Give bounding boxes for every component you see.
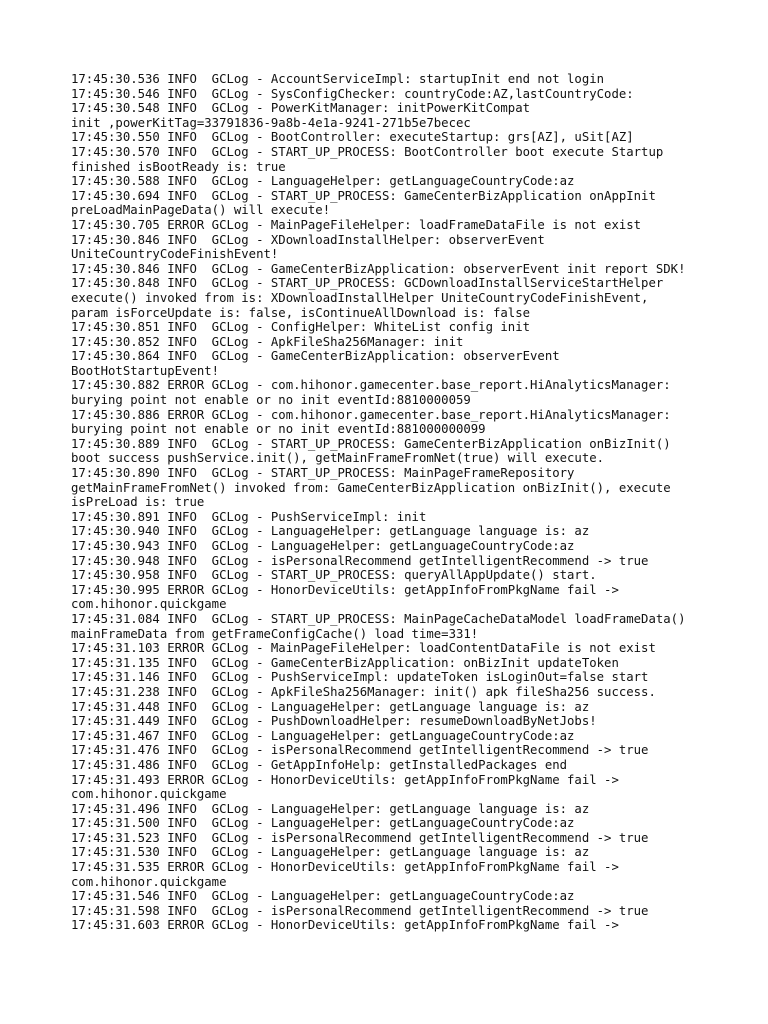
log-line: 17:45:30.846 INFO GCLog - GameCenterBizApplication: observerEvent init report SDK!: [71, 261, 686, 276]
log-line: 17:45:31.103 ERROR GCLog - MainPageFileHelper: loadContentDataFile is not exist: [71, 641, 656, 656]
log-line: 17:45:31.146 INFO GCLog - PushServiceImpl: updateToken isLoginOut=false start: [71, 670, 649, 685]
log-line: 17:45:31.530 INFO GCLog - LanguageHelper: getLanguage language is: az: [71, 845, 590, 860]
log-line: finished isBootReady is: true: [71, 159, 286, 174]
log-line: com.hihonor.quickgame: [71, 874, 227, 889]
log-line: 17:45:31.493 ERROR GCLog - HonorDeviceUtils: getAppInfoFromPkgName fail ->: [71, 772, 619, 787]
log-line: 17:45:31.486 INFO GCLog - GetAppInfoHelp: getInstalledPackages end: [71, 757, 568, 772]
log-line: 17:45:30.889 INFO GCLog - START_UP_PROCESS: GameCenterBizApplication onBizInit(): [71, 436, 671, 451]
log-line: 17:45:30.882 ERROR GCLog - com.hihonor.gamecenter.base_report.HiAnalyticsManager:: [71, 378, 671, 393]
log-line: 17:45:30.546 INFO GCLog - SysConfigChecker: countryCode:AZ,lastCountryCode:: [71, 86, 634, 101]
log-line: boot success pushService.init(), getMainFrameFromNet(true) will execute.: [71, 451, 605, 466]
log-line: getMainFrameFromNet() invoked from: GameCenterBizApplication onBizInit(), execute: [71, 480, 671, 495]
log-line: 17:45:30.891 INFO GCLog - PushServiceImpl: init: [71, 509, 427, 524]
log-line: 17:45:30.864 INFO GCLog - GameCenterBizApplication: observerEvent: [71, 349, 560, 364]
log-line: 17:45:30.588 INFO GCLog - LanguageHelper: getLanguageCountryCode:az: [71, 174, 575, 189]
log-line: 17:45:30.694 INFO GCLog - START_UP_PROCESS: GameCenterBizApplication onAppInit: [71, 188, 656, 203]
log-line: 17:45:31.603 ERROR GCLog - HonorDeviceUtils: getAppInfoFromPkgName fail ->: [71, 918, 619, 933]
log-line: 17:45:30.570 INFO GCLog - START_UP_PROCESS: BootController boot execute Startup: [71, 144, 664, 159]
log-line: UniteCountryCodeFinishEvent!: [71, 247, 279, 262]
log-text-block: [71, 72, 731, 933]
log-line: 17:45:31.535 ERROR GCLog - HonorDeviceUtils: getAppInfoFromPkgName fail ->: [71, 860, 619, 875]
log-line: 17:45:30.943 INFO GCLog - LanguageHelper: getLanguageCountryCode:az: [71, 539, 575, 553]
log-line: 17:45:30.536 INFO GCLog - AccountServiceImpl: startupInit end not login: [71, 72, 605, 86]
log-line: execute() invoked from is: XDownloadInstallHelper UniteCountryCodeFinishEvent,: [71, 290, 649, 305]
log-line: param isForceUpdate is: false, isContinueAllDownload is: false: [71, 305, 531, 320]
log-line: burying point not enable or no init eventId:881000000099: [71, 422, 486, 437]
log-line: BootHotStartupEvent!: [71, 363, 220, 378]
log-line: 17:45:31.135 INFO GCLog - GameCenterBizApplication: onBizInit updateToken: [71, 655, 619, 670]
log-line: 17:45:30.846 INFO GCLog - XDownloadInstallHelper: observerEvent: [71, 232, 545, 247]
log-line: 17:45:30.851 INFO GCLog - ConfigHelper: WhiteList config init: [71, 320, 531, 335]
log-line: 17:45:30.548 INFO GCLog - PowerKitManager: initPowerKitCompat: [71, 101, 531, 116]
log-line: 17:45:31.238 INFO GCLog - ApkFileSha256Manager: init() apk fileSha256 success.: [71, 684, 656, 699]
log-line: burying point not enable or no init eventId:8810000059: [71, 393, 471, 408]
log-line: 17:45:31.546 INFO GCLog - LanguageHelper: getLanguageCountryCode:az: [71, 889, 575, 904]
log-line: 17:45:31.496 INFO GCLog - LanguageHelper: getLanguage language is: az: [71, 801, 590, 816]
log-line: 17:45:30.550 INFO GCLog - BootController: executeStartup: grs[AZ], uSit[AZ]: [71, 130, 634, 145]
log-line: 17:45:31.598 INFO GCLog - isPersonalRecommend getIntelligentRecommend -> true: [71, 903, 649, 918]
log-line: isPreLoad is: true: [71, 495, 205, 510]
log-line: 17:45:31.523 INFO GCLog - isPersonalRecommend getIntelligentRecommend -> true: [71, 830, 649, 845]
log-line: com.hihonor.quickgame: [71, 787, 227, 802]
log-line: 17:45:30.848 INFO GCLog - START_UP_PROCESS: GCDownloadInstallServiceStartHelper: [71, 276, 664, 291]
log-line: 17:45:30.958 INFO GCLog - START_UP_PROCESS: queryAllAppUpdate() start.: [71, 568, 597, 583]
log-line: 17:45:30.886 ERROR GCLog - com.hihonor.gamecenter.base_report.HiAnalyticsManager:: [71, 407, 671, 422]
log-line: 17:45:31.448 INFO GCLog - LanguageHelper: getLanguage language is: az: [71, 699, 590, 714]
log-line: 17:45:31.500 INFO GCLog - LanguageHelper: getLanguageCountryCode:az: [71, 816, 575, 831]
log-line: 17:45:30.705 ERROR GCLog - MainPageFileHelper: loadFrameDataFile is not exist: [71, 217, 642, 232]
log-line: 17:45:30.940 INFO GCLog - LanguageHelper: getLanguage language is: az: [71, 524, 590, 539]
log-line: 17:45:31.449 INFO GCLog - PushDownloadHelper: resumeDownloadByNetJobs!: [71, 714, 597, 729]
log-line: init ,powerKitTag=33791836-9a8b-4e1a-9241-271b5e7becec: [71, 115, 471, 130]
log-line: 17:45:30.890 INFO GCLog - START_UP_PROCESS: MainPageFrameRepository: [71, 466, 575, 481]
log-line: 17:45:31.467 INFO GCLog - LanguageHelper: getLanguageCountryCode:az: [71, 728, 575, 743]
log-line: mainFrameData from getFrameConfigCache() load time=331!: [71, 626, 479, 641]
log-line: com.hihonor.quickgame: [71, 597, 227, 612]
log-line: 17:45:31.084 INFO GCLog - START_UP_PROCESS: MainPageCacheDataModel loadFrameData(): [71, 611, 686, 626]
log-line: 17:45:30.948 INFO GCLog - isPersonalRecommend getIntelligentRecommend -> true: [71, 553, 649, 568]
log-line: 17:45:31.476 INFO GCLog - isPersonalRecommend getIntelligentRecommend -> true: [71, 743, 649, 758]
log-line: 17:45:30.995 ERROR GCLog - HonorDeviceUtils: getAppInfoFromPkgName fail ->: [71, 582, 619, 597]
log-line: preLoadMainPageData() will execute!: [71, 203, 331, 218]
log-line: 17:45:30.852 INFO GCLog - ApkFileSha256Manager: init: [71, 334, 464, 349]
